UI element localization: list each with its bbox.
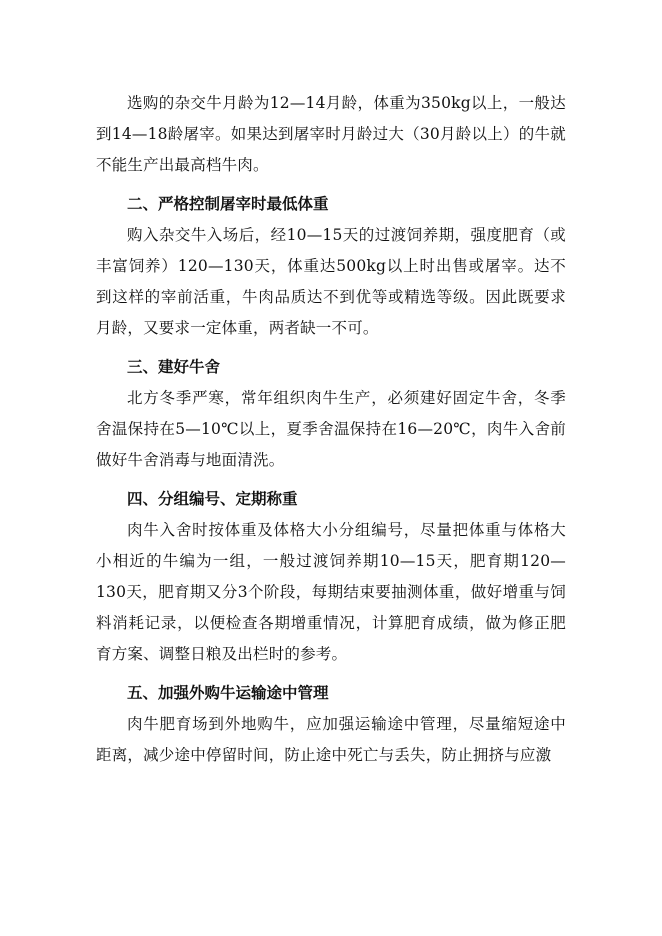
paragraph-transport: 肉牛肥育场到外地购牛，应加强运输途中管理，尽量缩短途中距离，减少途中停留时间，防止途中死亡与丢失，防止拥挤与应激 [96, 715, 566, 764]
heading-barn: 三、建好牛舍 [127, 358, 221, 376]
paragraph-grouping: 肉牛入舍时按体重及体格大小分组编号，尽量把体重与体格大小相近的牛编为一组，一般过渡饲养期10—15天，肥育期120—130天，肥育期又分3个阶段，每期结束要抽测体重，做好增重与饲料消耗记录，以便检查各期增重情况，计算肥育成绩，做为修正肥育方案、调整日粮及出栏时的参考。 [96, 521, 566, 663]
paragraph-barn: 北方冬季严寒，常年组织肉牛生产，必须建好固定牛舍，冬季舍温保持在5—10℃以上，夏季舍温保持在16—20℃，肉牛入舍前做好牛舍消毒与地面清洗。 [96, 389, 566, 469]
heading-min-weight: 二、严格控制屠宰时最低体重 [127, 195, 329, 213]
heading-grouping: 四、分组编号、定期称重 [127, 490, 298, 508]
paragraph-age-selection: 选购的杂交牛月龄为12—14月龄，体重为350kg以上，一般达到14—18龄屠宰。如果达到屠宰时月龄过大（30月龄以上）的牛就不能生产出最高档牛肉。 [96, 94, 566, 174]
document-page [96, 88, 566, 771]
paragraph-min-weight: 购入杂交牛入场后，经10—15天的过渡饲养期，强度肥育（或丰富饲养）120—130天，体重达500kg以上时出售或屠宰。达不到这样的宰前活重，牛肉品质达不到优等或精选等级。因此既要求月龄，又要求一定体重，两者缺一不可。 [96, 226, 566, 337]
heading-transport: 五、加强外购牛运输途中管理 [127, 684, 329, 702]
